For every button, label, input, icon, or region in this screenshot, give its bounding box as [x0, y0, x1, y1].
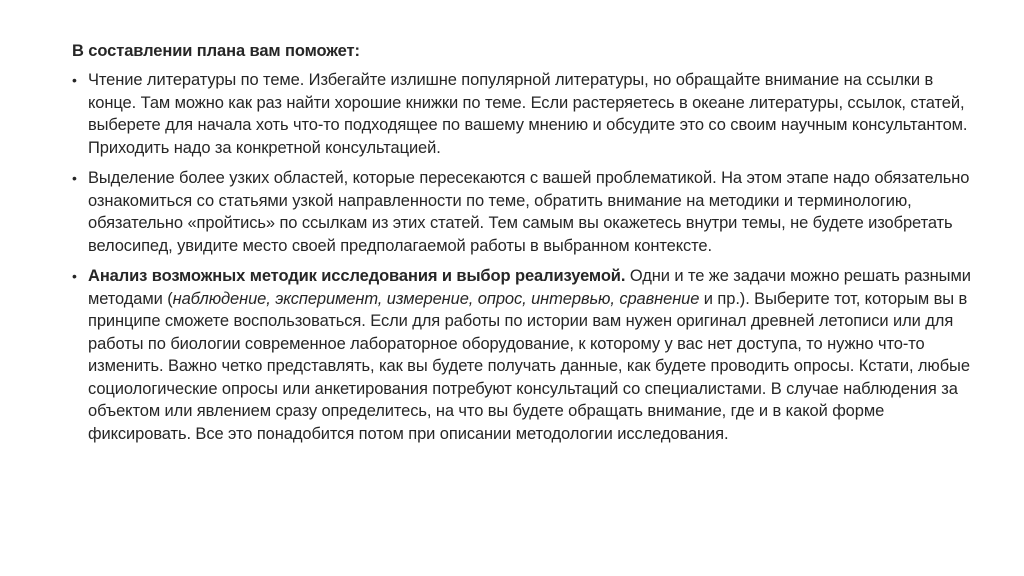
list-item-italic-examples: наблюдение, эксперимент, измерение, опрос, интервью, сравнение: [172, 289, 700, 308]
slide-content: [72, 40, 972, 453]
list-item-bold-lead: Анализ возможных методик исследования и выбор реализуемой.: [88, 267, 626, 285]
list-item: [72, 265, 972, 445]
slide-heading: В составлении плана вам поможет:: [72, 42, 360, 60]
list-item-text: Чтение литературы по теме. Избегайте излишне популярной литературы, но обращайте внимание на ссылки в конце. Там можно как раз найти хорошие книжки по теме. Если растеряетесь в океане литературы, ссылок, статей, выберете для начала хоть что-то подходящее по вашему мнению и обсудите это со своим научным консультантом. Приходить надо за конкретной консультацией.: [88, 71, 968, 157]
bullet-icon: •: [72, 72, 77, 88]
bullet-list: [72, 69, 972, 445]
list-item-text: Выделение более узких областей, которые пересекаются с вашей проблематикой. На этом этапе надо обязательно ознакомиться со статьями узкой направленности по теме, обратить внимание на методики и терминологию, обязательно «пройтись» по ссылкам из этих статей. Тем самым вы окажетесь внутри темы, не будете изобретать велосипед, увидите место своей предполагаемой работы в выбранном контексте.: [88, 169, 970, 255]
list-item-text: и пр.). Выберите тот, которым вы в принципе сможете воспользоваться. Если для работы по истории вам нужен оригинал древней летописи или для работы по биологии современное лабораторное оборудование, к которому у вас нет доступа, то нужно что-то изменить. Важно четко представлять, как вы будете получать данные, как будете проводить опросы. Кстати, любые социологические опросы или анкетирования потребуют консультаций со специалистами. В случае наблюдения за объектом или явлением сразу определитесь, на что вы будете обращать внимание, где и в какой форме фиксировать. Все это понадобится потом при описании методологии исследования.: [88, 289, 970, 443]
bullet-icon: •: [72, 170, 77, 186]
list-item-text: Одни и те же задачи можно решать разными методами (: [88, 267, 971, 308]
bullet-icon: •: [72, 268, 77, 284]
list-item: [72, 69, 972, 159]
list-item: [72, 167, 972, 257]
